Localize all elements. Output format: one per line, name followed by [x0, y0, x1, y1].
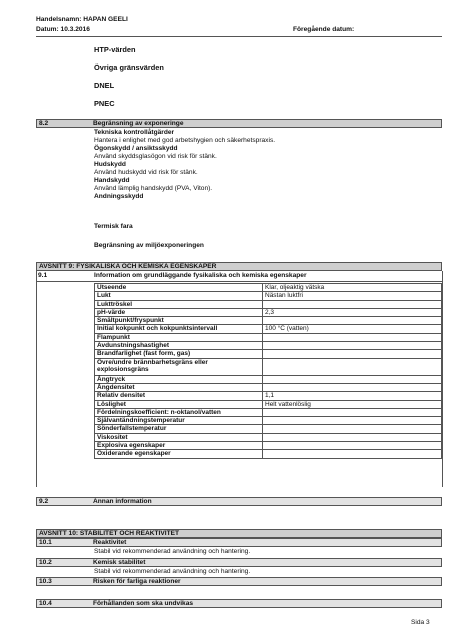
property-name: Självantändningstemperatur: [95, 417, 263, 425]
property-row: [95, 358, 442, 375]
property-value: Nästan luktfri: [263, 292, 442, 300]
property-name: Initial kokpunkt och kokpunktsintervall: [95, 325, 263, 333]
skin-protection-heading: Hudskydd: [94, 161, 126, 168]
property-row: [95, 425, 442, 433]
property-name: Lukttröskel: [95, 300, 263, 308]
section-10-4-header: [36, 599, 442, 608]
property-row: [95, 333, 442, 341]
exposure-controls-block: [94, 129, 275, 201]
property-row: [95, 284, 442, 292]
property-row: [95, 400, 442, 408]
section-9-1-divider: [36, 281, 442, 282]
environmental-exposure-heading: Begränsning av miljöexponeringen: [94, 242, 204, 249]
property-value: [263, 317, 442, 325]
property-row: [95, 342, 442, 350]
section-9-left-border: [36, 271, 37, 487]
section-title: AVSNITT 9: FYSIKALISKA OCH KEMISKA EGENSKAPER: [39, 263, 217, 270]
property-value: [263, 417, 442, 425]
property-name: Smältpunkt/fryspunkt: [95, 317, 263, 325]
property-value: 1,1: [263, 392, 442, 400]
property-value: Helt vattenlöslig: [263, 400, 442, 408]
skin-protection-text: Använd hudskydd vid risk för stänk.: [94, 169, 198, 176]
property-row: [95, 292, 442, 300]
property-row: [95, 308, 442, 316]
property-value: [263, 425, 442, 433]
section-title: AVSNITT 10: STABILITET OCH REAKTIVITET: [39, 530, 180, 537]
property-row: [95, 300, 442, 308]
eye-protection-heading: Ögonskydd / ansiktsskydd: [94, 145, 178, 152]
other-limits-label: Övriga gränsvärden: [94, 63, 164, 72]
document-date: Datum: 10.3.2016: [36, 26, 90, 33]
property-value: [263, 450, 442, 458]
property-name: Ångdensitet: [95, 383, 263, 391]
property-value: [263, 442, 442, 450]
section-title: Kemisk stabilitet: [93, 559, 146, 566]
section-9-header: [36, 262, 442, 271]
eye-protection-text: Använd skyddsglasögon vid risk för stänk.: [94, 153, 217, 160]
section-10-header: [36, 529, 442, 538]
property-value: [263, 375, 442, 383]
property-value: 100 °C (vatten): [263, 325, 442, 333]
property-row: [95, 450, 442, 458]
hand-protection-text: Använd lämplig handskydd (PVA, Viton).: [94, 185, 213, 192]
property-row: [95, 375, 442, 383]
section-title: Begränsning av exponeringe: [93, 120, 184, 127]
header-divider: [36, 36, 442, 37]
property-name: Sönderfallstemperatur: [95, 425, 263, 433]
previous-date: Föregående datum:: [293, 26, 355, 33]
section-number: 10.1: [39, 539, 52, 546]
property-row: [95, 442, 442, 450]
property-value: [263, 342, 442, 350]
property-row: [95, 392, 442, 400]
property-name: Lukt: [95, 292, 263, 300]
property-value: 2,3: [263, 308, 442, 316]
section-title: Risken för farliga reaktioner: [93, 578, 181, 585]
property-name: Explosiva egenskaper: [95, 442, 263, 450]
section-title: Förhållanden som ska undvikas: [93, 600, 194, 607]
section-number: 8.2: [39, 120, 49, 127]
section-9-2-header: [36, 497, 442, 506]
property-name: Brandfarlighet (fast form, gas): [95, 350, 263, 358]
property-row: [95, 317, 442, 325]
property-value: [263, 300, 442, 308]
property-name: Övre/undre brännbarhetsgräns eller explosionsgräns: [95, 358, 263, 375]
property-name: Fördelningskoefficient: n-oktanol/vatten: [95, 408, 263, 416]
section-10-3-header: [36, 577, 442, 586]
reactivity-text: Stabil vid rekommenderad användning och hantering.: [94, 548, 251, 555]
page-number: Sida 3: [411, 619, 430, 626]
property-row: [95, 325, 442, 333]
trade-name: Handelsnamn: HAPAN GEELI: [36, 16, 128, 23]
technical-controls-heading: Tekniska kontrollåtgärder: [94, 129, 175, 136]
properties-table: [94, 283, 442, 459]
property-row: [95, 417, 442, 425]
section-number: 10.2: [39, 559, 52, 566]
property-value: [263, 333, 442, 341]
property-name: Viskositet: [95, 433, 263, 441]
property-row: [95, 350, 442, 358]
property-row: [95, 433, 442, 441]
hand-protection-heading: Handskydd: [94, 177, 130, 184]
property-name: Ångtryck: [95, 375, 263, 383]
property-value: [263, 433, 442, 441]
section-number: 10.3: [39, 578, 52, 585]
property-row: [95, 383, 442, 391]
property-name: Relativ densitet: [95, 392, 263, 400]
property-name: Utseende: [95, 284, 263, 292]
property-value: [263, 383, 442, 391]
technical-controls-text: Hantera i enlighet med god arbetshygien och säkerhetspraxis.: [94, 137, 276, 144]
property-value: [263, 408, 442, 416]
property-row: [95, 408, 442, 416]
section-9-right-border: [442, 271, 443, 487]
dnel-label: DNEL: [94, 81, 115, 90]
chemical-stability-text: Stabil vid rekommenderad användning och hantering.: [94, 568, 251, 575]
property-name: Löslighet: [95, 400, 263, 408]
thermal-hazard-heading: Termisk fara: [94, 223, 133, 230]
section-title: Annan information: [93, 498, 152, 505]
pnec-label: PNEC: [94, 99, 115, 108]
section-8-2-header: [36, 119, 442, 128]
section-10-2-header: [36, 558, 442, 567]
section-number: 9.2: [39, 498, 49, 505]
property-name: pH-värde: [95, 308, 263, 316]
property-name: Flampunkt: [95, 333, 263, 341]
htp-values-label: HTP-värden: [94, 45, 136, 54]
property-name: Avdunstningshastighet: [95, 342, 263, 350]
respiratory-protection-heading: Andningsskydd: [94, 193, 144, 200]
section-9-1-title: Information om grundläggande fysikaliska och kemiska egenskaper: [94, 272, 307, 279]
property-name: Oxiderande egenskaper: [95, 450, 263, 458]
section-number: 10.4: [39, 600, 52, 607]
section-10-1-header: [36, 538, 442, 547]
section-title: Reaktivitet: [93, 539, 127, 546]
section-9-1-number: 9.1: [38, 272, 48, 279]
property-value: Klar, oljeaktig vätska: [263, 284, 442, 292]
property-value: [263, 358, 442, 375]
property-value: [263, 350, 442, 358]
